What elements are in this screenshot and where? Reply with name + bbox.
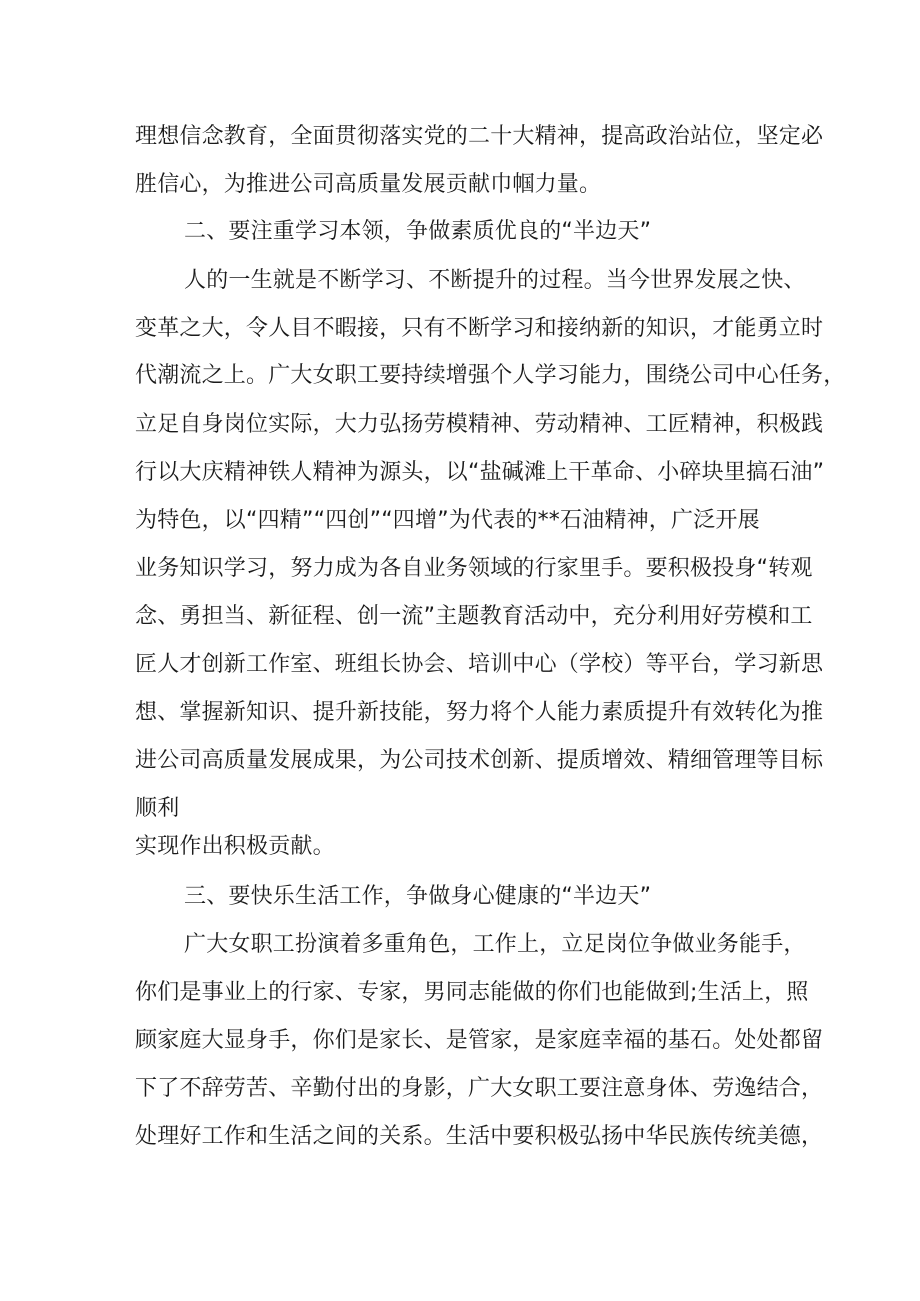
text-line: 顺利 xyxy=(135,796,180,821)
text-line: 顾家庭大显身手，你们是家长、是管家，是家庭幸福的基石。处处都留 xyxy=(135,1028,824,1053)
text-line: 变革之大，令人目不暇接，只有不断学习和接纳新的知识，才能勇立时 xyxy=(135,316,824,341)
text-line: 匠人才创新工作室、班组长协会、培训中心（学校）等平台，学习新思 xyxy=(135,652,824,677)
text-line: 立足自身岗位实际，大力弘扬劳模精神、劳动精神、工匠精神，积极践 xyxy=(135,412,824,437)
text-line: 行以大庆精神铁人精神为源头，以“盐碱滩上干革命、小碎块里搞石油” xyxy=(135,460,825,485)
text-line: 想、掌握新知识、提升新技能，努力将个人能力素质提升有效转化为推 xyxy=(135,700,824,725)
text-line: 广大女职工扮演着多重角色，工作上，立足岗位争做业务能手， xyxy=(184,932,806,957)
text-line: 处理好工作和生活之间的关系。生活中要积极弘扬中华民族传统美德， xyxy=(135,1124,824,1149)
text-line: 代潮流之上。广大女职工要持续增强个人学习能力，围绕公司中心任务， xyxy=(135,363,846,388)
text-line: 下了不辞劳苦、辛勤付出的身影，广大女职工要注意身体、劳逸结合， xyxy=(135,1076,824,1101)
text-line: 你们是事业上的行家、专家，男同志能做的你们也能做到;生活上，照 xyxy=(135,980,809,1005)
text-line: 业务知识学习，努力成为各自业务领域的行家里手。要积极投身“转观 xyxy=(135,556,813,581)
section-heading: 二、要注重学习本领，争做素质优良的“半边天” xyxy=(184,219,652,244)
text-line: 实现作出积极贡献。 xyxy=(135,834,335,859)
text-line: 念、勇担当、新征程、创一流”主题教育活动中，充分利用好劳模和工 xyxy=(135,604,813,629)
text-line: 为特色，以“四精”“四创”“四增”为代表的**石油精神，广泛开展 xyxy=(135,508,760,533)
text-line: 理想信念教育，全面贯彻落实党的二十大精神，提高政治站位，坚定必 xyxy=(135,124,824,149)
text-line: 胜信心，为推进公司高质量发展贡献巾帼力量。 xyxy=(135,172,602,197)
text-line: 进公司高质量发展成果，为公司技术创新、提质增效、精细管理等目标 xyxy=(135,748,824,773)
section-heading: 三、要快乐生活工作，争做身心健康的“半边天” xyxy=(184,884,652,909)
text-line: 人的一生就是不断学习、不断提升的过程。当今世界发展之快、 xyxy=(184,268,806,293)
